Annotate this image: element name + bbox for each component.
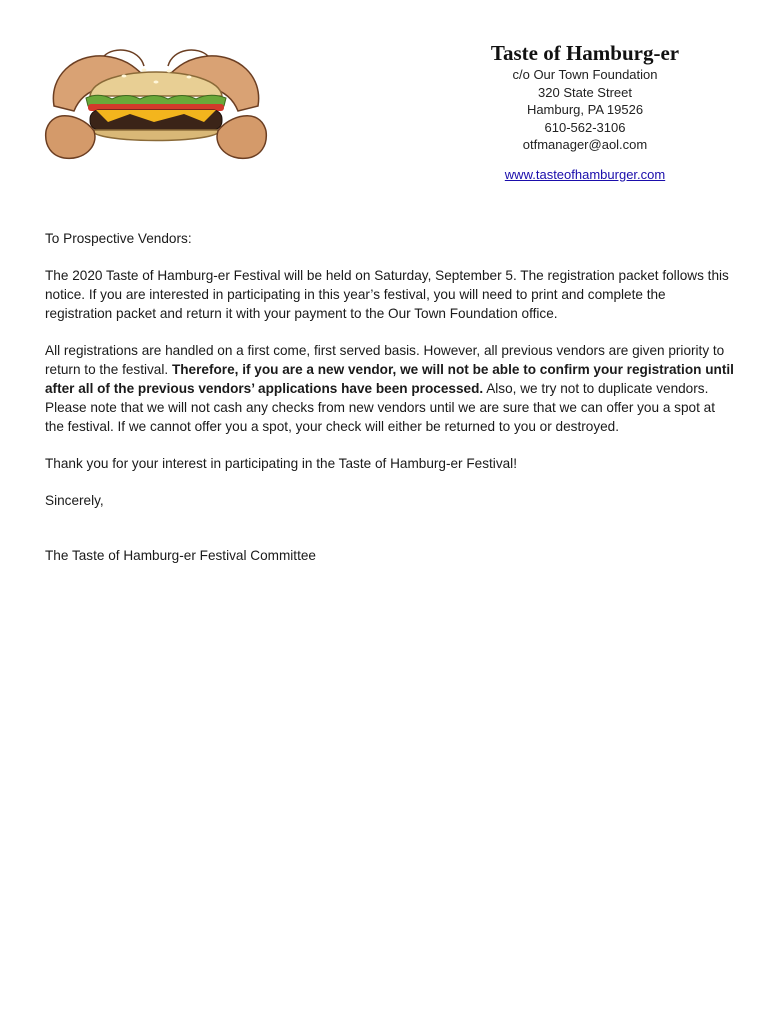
signature: The Taste of Hamburg-er Festival Committee xyxy=(45,548,316,563)
city-state-zip: Hamburg, PA 19526 xyxy=(526,102,644,117)
policy-text-start: All registrations are handled on a first come, first served basis. However, all previous vendors are given priority to return to the festival. xyxy=(45,343,725,377)
street-address: 320 State Street xyxy=(538,84,632,100)
policy-text-end: Also, we try not to duplicate vendors. Please note that we will not cash any checks from new vendors until we are sure that we can offer you a spot at the festival. If we cannot offer you a spot, your check will either be returned to you or destroyed. xyxy=(45,381,715,434)
hamburger-icon xyxy=(44,36,268,166)
closing: Sincerely, xyxy=(45,493,104,508)
phone-number: 610-562-3106 xyxy=(544,119,626,135)
paragraph-registration-policy xyxy=(45,341,735,436)
salutation: To Prospective Vendors: xyxy=(45,231,192,246)
policy-text-bold: Therefore, if you are a new vendor, we will not be able to confirm your registration until after all of the previous vendors’ applications have been processed. xyxy=(45,362,734,396)
organization-name: Taste of Hamburg-er xyxy=(490,41,680,65)
paragraph-event-details: The 2020 Taste of Hamburg-er Festival will be held on Saturday, September 5. The registration packet follows this notice. If you are interested in participating in this year’s festival, you will need to print and complete the registration packet and return it with your payment to the Our Town Foundation office. xyxy=(45,268,729,321)
signature-gap xyxy=(45,528,735,546)
paragraph-thank-you: Thank you for your interest in participating in the Taste of Hamburg-er Festival! xyxy=(45,456,517,471)
care-of-line: c/o Our Town Foundation xyxy=(512,67,658,82)
email-address: otfmanager@aol.com xyxy=(522,137,648,152)
letterhead xyxy=(440,40,730,184)
letter-body xyxy=(45,229,735,583)
website-link[interactable]: www.tasteofhamburger.com xyxy=(504,166,666,182)
